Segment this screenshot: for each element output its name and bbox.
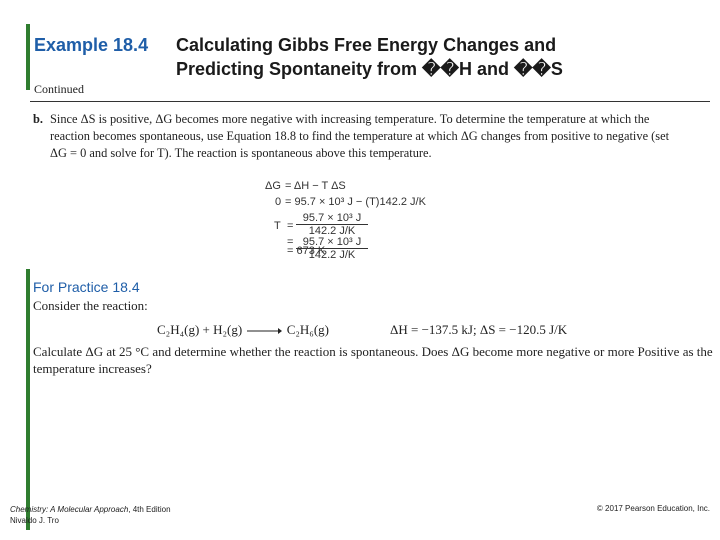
eq4-equals: = bbox=[287, 236, 294, 248]
eq2-rhs: = 95.7 × 10³ J − (T)142.2 J/K bbox=[285, 196, 426, 208]
practice-title: For Practice 18.4 bbox=[33, 279, 140, 295]
practice-question: Calculate ΔG at 25 °C and determine whether the reaction is spontaneous. Does ΔG become more negative or more Positive as the temperature increases? bbox=[33, 344, 713, 376]
part-b-label: b. bbox=[33, 112, 43, 126]
continued-label: Continued bbox=[34, 82, 84, 96]
fraction-1-denominator: 142.2 J/K bbox=[308, 225, 356, 237]
reaction-product: C₂H₆(g) bbox=[286, 322, 329, 337]
consider-text: Consider the reaction: bbox=[33, 298, 148, 313]
eq3-lhs: T bbox=[274, 220, 281, 232]
eq-result: = 673 K bbox=[287, 245, 326, 257]
fraction-2-denominator: 142.2 J/K bbox=[308, 249, 356, 261]
eq2-lhs: 0 bbox=[275, 196, 282, 208]
footer-edition: , 4th Edition bbox=[128, 505, 171, 514]
fraction-1-numerator: 95.7 × 10³ J bbox=[296, 212, 368, 225]
fraction-1 bbox=[296, 212, 368, 237]
footer-author: Nivaldo J. Tro bbox=[10, 516, 59, 525]
example-label: Example 18.4 bbox=[34, 35, 149, 55]
divider bbox=[30, 101, 710, 102]
accent-bar-bottom bbox=[26, 269, 30, 530]
reaction-arrow-icon bbox=[245, 326, 283, 336]
fraction-2-numerator: 95.7 × 10³ J bbox=[296, 236, 368, 249]
part-b-text: Since ΔS is positive, ΔG becomes more negative with increasing temperature. To determine the temperature at which the reaction becomes spontaneous, use Equation 18.8 to find the temperature at which ΔG changes from positive to negative (set ΔG = 0 and solve for T). The reaction is spontaneous above this temperature. bbox=[50, 112, 670, 160]
eq3-equals: = bbox=[287, 220, 294, 232]
part-b bbox=[33, 111, 683, 162]
footer-book-title: Chemistry: A Molecular Approach bbox=[10, 505, 129, 514]
reaction-reactants: C₂H₄(g) + H₂(g) bbox=[157, 322, 243, 337]
eq1-lhs: ΔG bbox=[265, 180, 281, 192]
reaction-equation bbox=[157, 322, 329, 338]
example-title-line2: Predicting Spontaneity from ��H and ��S bbox=[176, 59, 563, 79]
accent-bar-top bbox=[26, 24, 30, 90]
reaction-data: ΔH = −137.5 kJ; ΔS = −120.5 J/K bbox=[390, 322, 568, 337]
footer-citation bbox=[10, 504, 171, 526]
footer-copyright: © 2017 Pearson Education, Inc. bbox=[596, 504, 710, 513]
eq1-rhs: = ΔH − T ΔS bbox=[285, 180, 346, 192]
example-title-line1: Calculating Gibbs Free Energy Changes and bbox=[176, 35, 557, 55]
